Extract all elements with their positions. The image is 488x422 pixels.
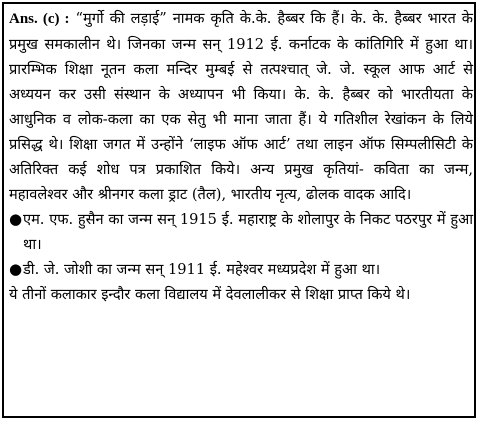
answer-content: [9, 6, 473, 307]
bullet-item-hussain: [9, 207, 473, 257]
answer-paragraph: [9, 6, 473, 207]
bullet-icon: ●: [9, 260, 23, 278]
bullet-text: एम. एफ. हुसैन का जन्म सन् 1915 ई. महाराष्ट्र के शोलापुर के निकट पठरपुर में हुआ था।: [23, 211, 473, 253]
bullet-text: डी. जे. जोशी का जन्म सन् 1911 ई. महेश्वर मध्यप्रदेश में हुआ था।: [23, 261, 381, 278]
bullet-item-joshi: [9, 257, 473, 282]
answer-label: Ans. (c) :: [9, 11, 70, 27]
bullet-icon: ●: [9, 210, 23, 228]
closing-text: ये तीनों कलाकार इन्दौर कला विद्यालय में देवलालीकर से शिक्षा प्राप्त किये थे।: [9, 286, 411, 303]
answer-text: “मुर्गो की लड़ाई” नामक कृति के.के. हैब्बर कि हैं। के. के. हैब्बर भारत के प्रमुख समकालीन थे। जिनका जन्म सन् 1912 ई. कर्नाटक के कांतिगिरि में हुआ था। प्रारम्भिक शिक्षा नूतन कला मन्दिर मुम्बई से तत्पश्चात् जे. जे. स्कूल आफ आर्ट से अध्ययन कर उसी संस्थान के अध्यापन भी किया। के. के. हैब्बर को भारतीयता के आधुनिक व लोक-कला का एक सेतु भी माना जाता हैं। ये गतिशील रेखांकन के लिये प्रसिद्ध थे। शिक्षा जगत में उन्होंने ‘लाइफ ऑफ आर्ट’ तथा लाइन ऑफ सिम्पलीसिटी के अतिरिक्त कई शोध पत्र प्रकाशित किये। अन्य प्रमुख कृतियां- कविता का जन्म, महावलेश्वर और श्रीनगर कला ड्राट (तैल), भारतीय नृत्य, ढोलक वादक आदि।: [9, 10, 474, 203]
